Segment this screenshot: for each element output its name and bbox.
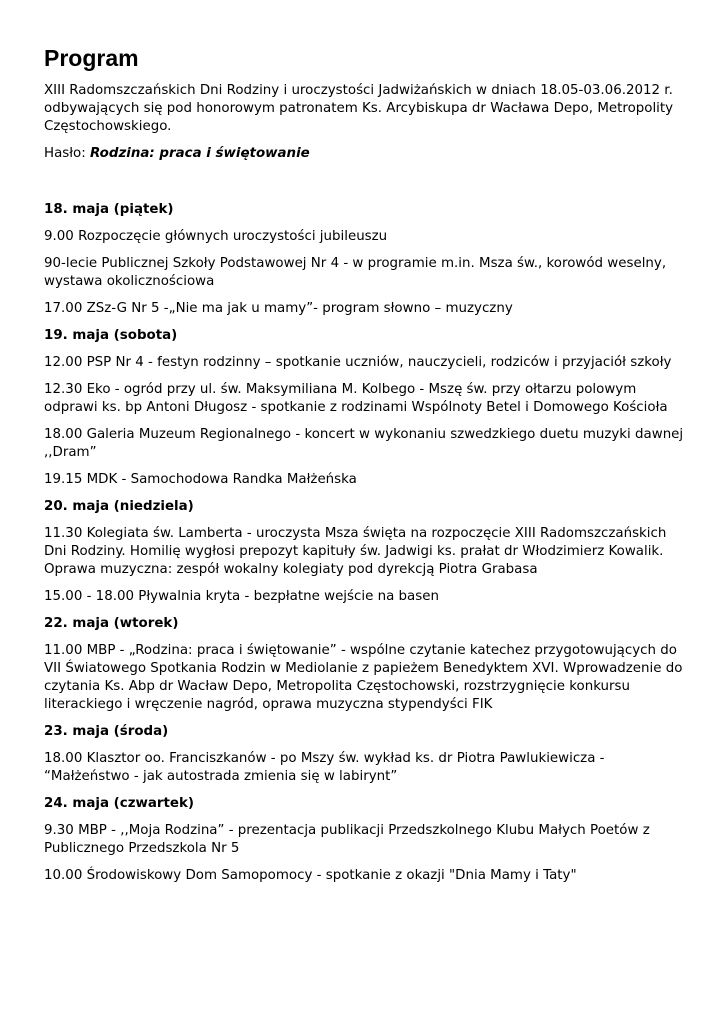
event-item: 17.00 ZSz-G Nr 5 -„Nie ma jak u mamy”- program słowno – muzyczny [44,301,513,316]
event-item: 19.15 MDK - Samochodowa Randka Małżeńska [44,472,357,487]
day-heading: 18. maja (piątek) [44,202,174,217]
event-item: 90-lecie Publicznej Szkoły Podstawowej Nr 4 - w programie m.in. Msza św., korowód weselny, wystawa okolicznościowa [44,256,667,289]
page-title: Program [44,45,139,71]
event-item: 12.30 Eko - ogród przy ul. św. Maksymiliana M. Kolbego - Mszę św. przy ołtarzu polowym odprawi ks. bp Antoni Długosz - spotkanie z rodzinami Wspólnoty Betel i Domowego Kościoła [44,382,668,415]
day-heading: 23. maja (środa) [44,724,169,739]
day-section-20 [44,498,684,606]
motto-line [44,145,684,163]
event-item: 15.00 - 18.00 Pływalnia kryta - bezpłatne wejście na basen [44,589,439,604]
day-section-18 [44,201,684,318]
day-section-23 [44,723,684,786]
motto-text: Rodzina: praca i świętowanie [90,146,310,161]
intro-paragraph: XIII Radomszczańskich Dni Rodziny i uroczystości Jadwiżańskich w dniach 18.05-03.06.2012 r. odbywających się pod honorowym patronatem Ks. Arcybiskupa dr Wacława Depo, Metropolity Częstochowskiego. [44,83,674,134]
event-item: 10.00 Środowiskowy Dom Samopomocy - spotkanie z okazji "Dnia Mamy i Taty" [44,868,577,883]
event-item: 9.00 Rozpoczęcie głównych uroczystości jubileuszu [44,229,388,244]
event-item: 18.00 Galeria Muzeum Regionalnego - koncert w wykonaniu szwedzkiego duetu muzyki dawnej ,,Dram” [44,427,684,460]
event-item: 18.00 Klasztor oo. Franciszkanów - po Mszy św. wykład ks. dr Piotra Pawlukiewicza - “Małżeństwo - jak autostrada zmienia się w labirynt” [44,751,605,784]
day-heading: 19. maja (sobota) [44,328,178,343]
event-item: 12.00 PSP Nr 4 - festyn rodzinny – spotkanie uczniów, nauczycieli, rodziców i przyjaciół szkoły [44,355,672,370]
day-heading: 20. maja (niedziela) [44,499,194,514]
document-page [44,44,684,894]
event-item: 11.30 Kolegiata św. Lamberta - uroczysta Msza święta na rozpoczęcie XIII Radomszczańskich Dni Rodziny. Homilię wygłosi prepozyt kapituły św. Jadwigi ks. prałat dr Włodzimierz Kowalik. Oprawa muzyczna: zespół wokalny kolegiaty pod dyrekcją Piotra Grabasa [44,526,667,577]
motto-label: Hasło: [44,146,91,161]
day-heading: 24. maja (czwartek) [44,796,195,811]
day-section-24 [44,795,684,885]
day-section-19 [44,327,684,489]
event-item: 11.00 MBP - „Rodzina: praca i świętowanie” - wspólne czytanie katechez przygotowujących do VII Światowego Spotkania Rodzin w Mediolanie z papieżem Benedyktem XVI. Wprowadzenie do czytania Ks. Abp dr Wacław Depo, Metropolita Częstochowski, rozstrzygnięcie konkursu literackiego i wręczenie nagród, oprawa muzyczna stypendyści FIK [44,643,683,712]
event-item: 9.30 MBP - ,,Moja Rodzina” - prezentacja publikacji Przedszkolnego Klubu Małych Poetów z Publicznego Przedszkola Nr 5 [44,823,650,856]
day-section-22 [44,615,684,714]
day-heading: 22. maja (wtorek) [44,616,179,631]
